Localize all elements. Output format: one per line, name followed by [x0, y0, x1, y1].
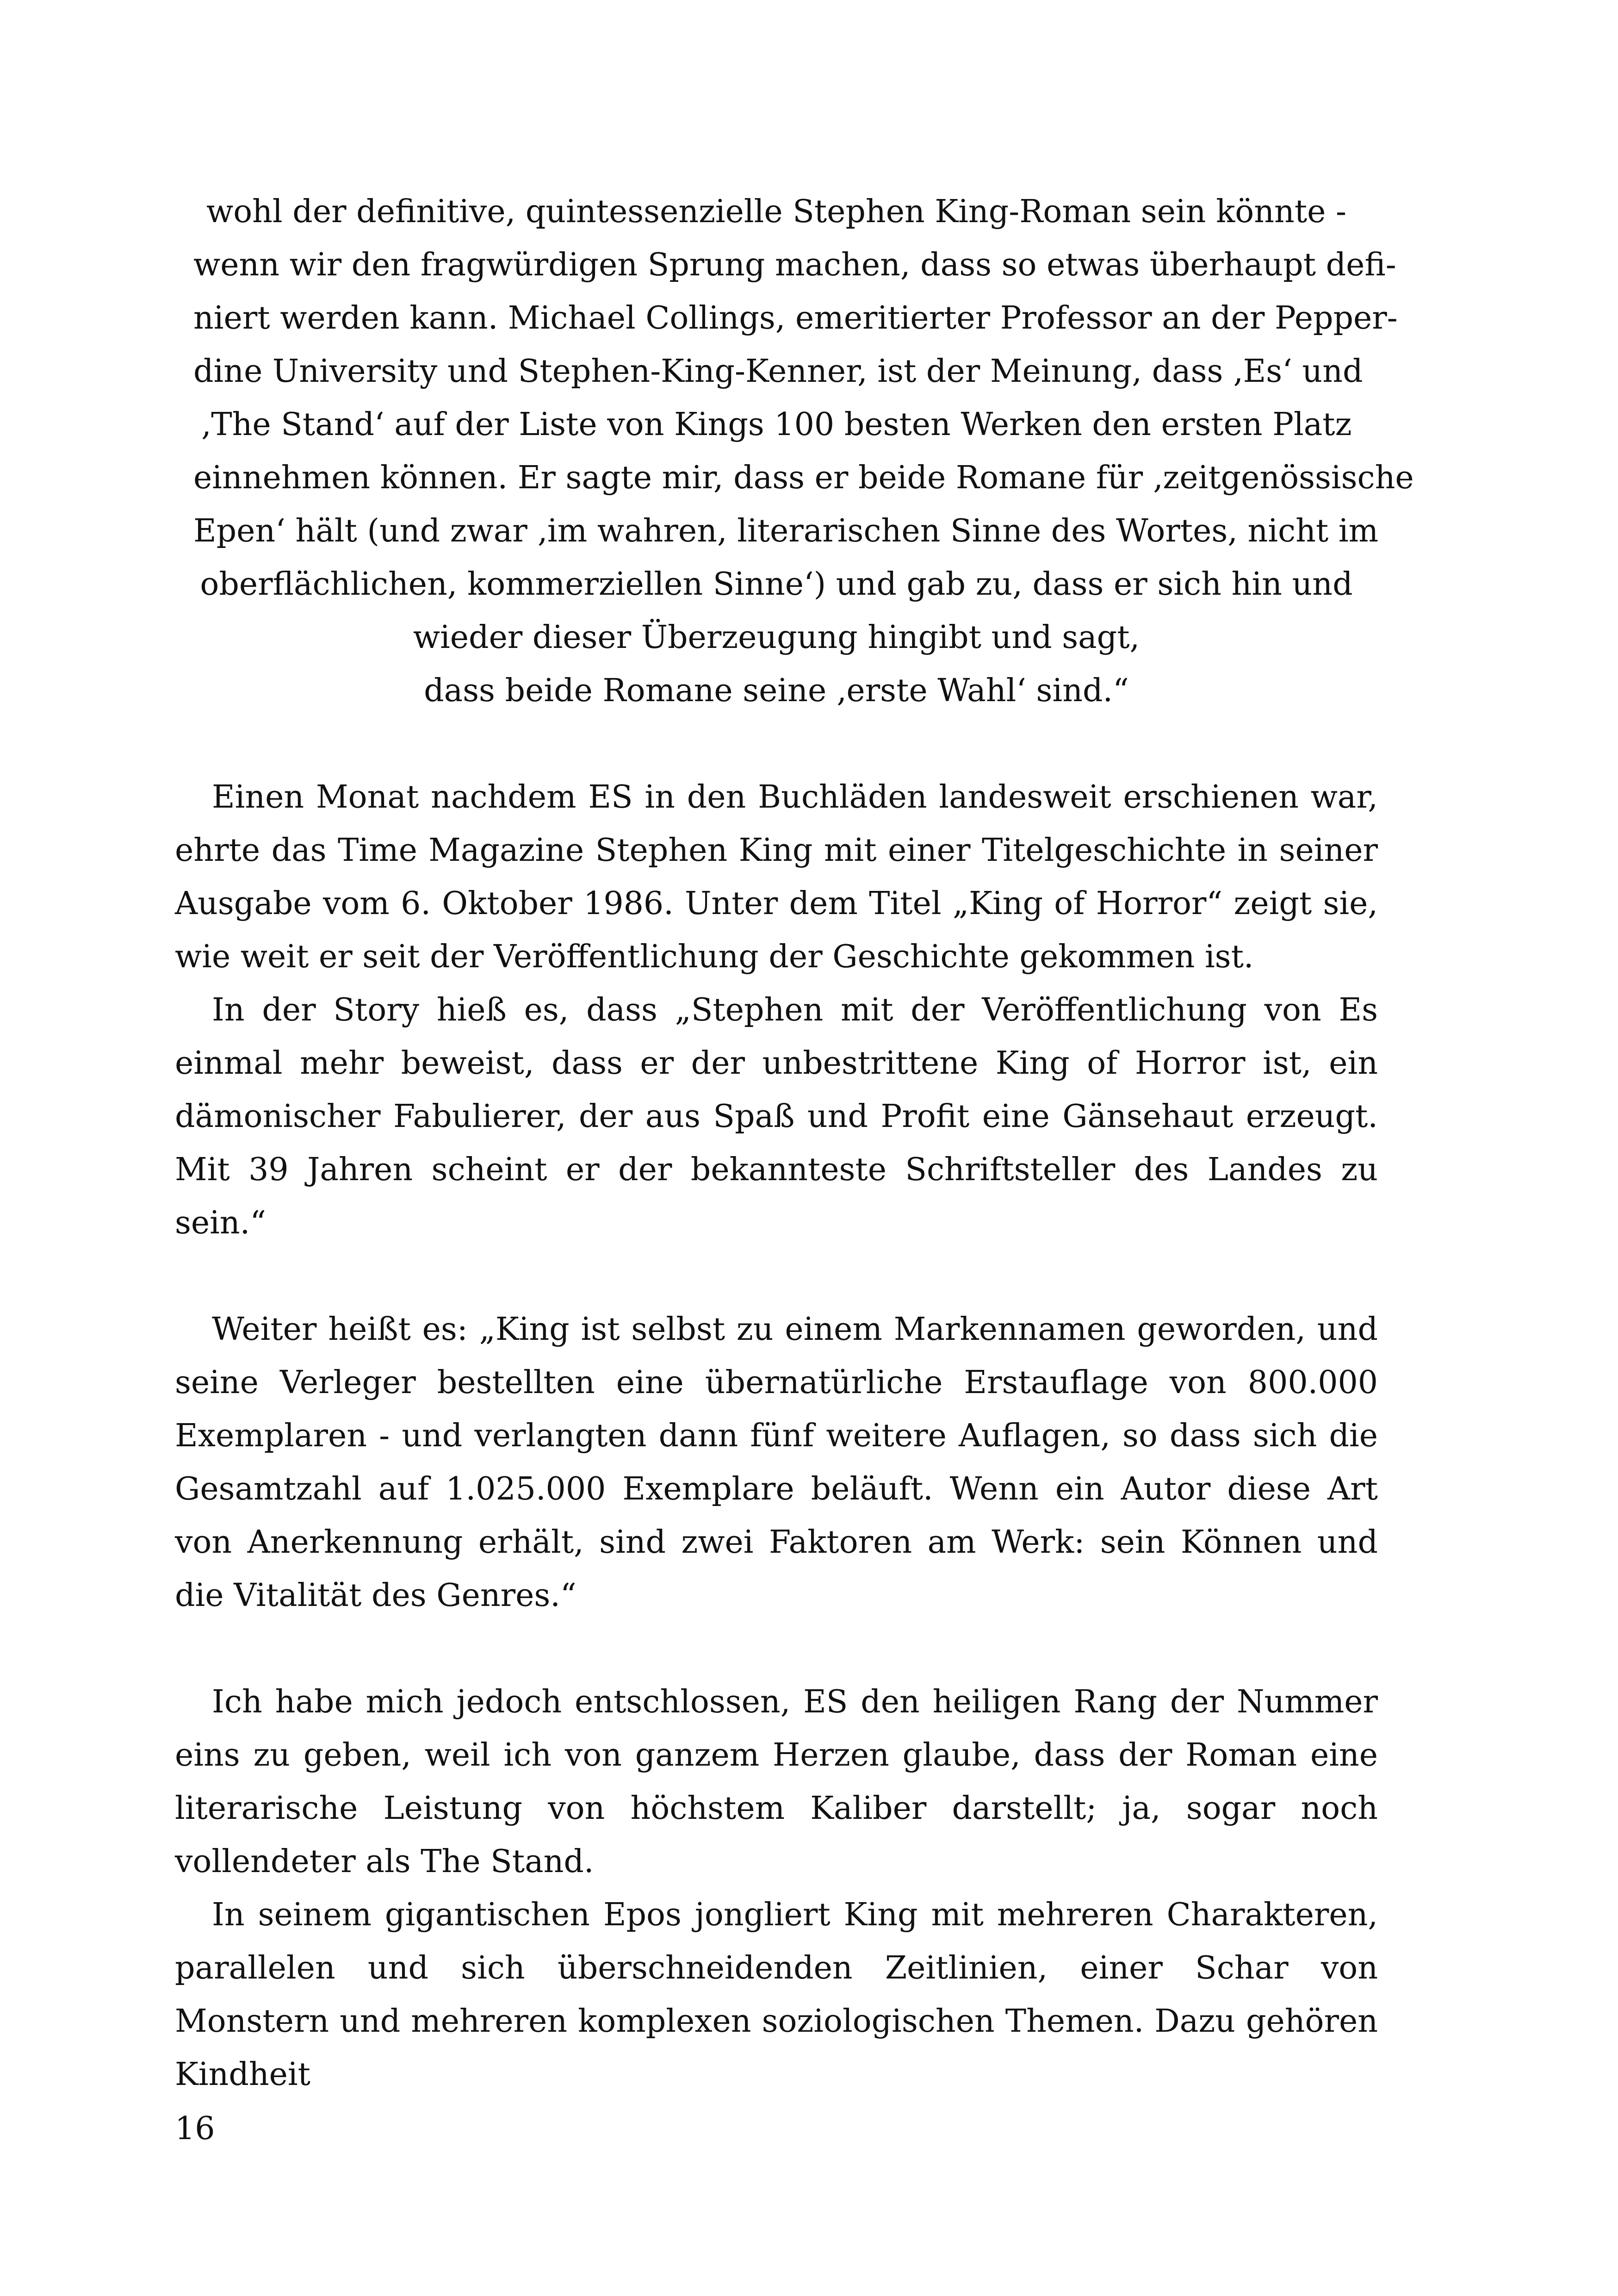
page-body — [175, 185, 1414, 2129]
paragraph-time-magazine: Einen Monat nachdem ES in den Buchläden landesweit erschienen war, ehrte das Time Magazine Stephen King mit einer Titelgeschichte in seiner Ausgabe vom 6. Oktober 1986. Unter dem Titel „King of Horror“ zeigt sie, wie weit er seit der Veröffentlichung der Geschichte gekommen ist. — [175, 779, 1378, 975]
paragraph-gap — [175, 1250, 1378, 1303]
quote-line: wohl der definitive, quintessenzielle Stephen King-Roman sein könnte - — [206, 193, 1346, 230]
quote-line: oberflächlichen, kommerziellen Sinne‘) und gab zu, dass er sich hin und — [200, 566, 1353, 603]
paragraph-story-quote: In der Story hieß es, dass „Stephen mit der Veröffentlichung von Es einmal mehr beweist, dass er der unbestrittene King of Horror ist, ein dämonischer Fabulierer, der aus Spaß und Profit eine Gänsehaut erzeugt. Mit 39 Jahren scheint er der bekannteste Schriftsteller des Landes zu sein.“ — [175, 992, 1378, 1241]
paragraph-epos: In seinem gigantischen Epos jongliert King mit mehreren Charakteren, parallelen und sich überschneidenden Zeitlinien, einer Schar von Monstern und mehreren komplexen soziologischen Themen. Dazu gehören Kindheit — [175, 1897, 1378, 2093]
quote-line: wieder dieser Überzeugung hingibt und sagt, — [413, 619, 1140, 656]
quote-line: dine University und Stephen-King-Kenner, ist der Meinung, dass ‚Es‘ und — [193, 353, 1363, 390]
page-number: 16 — [175, 2110, 215, 2147]
quote-line: ‚The Stand‘ auf der Liste von Kings 100 besten Werken den ersten Platz — [201, 406, 1352, 443]
paragraph-gap — [175, 717, 1378, 771]
quote-line: einnehmen können. Er sagte mir, dass er beide Romane für ‚zeitgenössische — [193, 460, 1414, 496]
quote-line: wenn wir den fragwürdigen Sprung machen, dass so etwas überhaupt defi- — [193, 247, 1396, 283]
paragraph-brand-name: Weiter heißt es: „King ist selbst zu einem Markennamen geworden, und seine Verleger bestellten eine übernatürliche Erstauflage von 800.000 Exemplaren - und verlangten dann fünf weitere Auflagen, so dass sich die Gesamtzahl auf 1.025.000 Exemplare beläuft. Wenn ein Autor diese Art von Anerkennung erhält, sind zwei Faktoren am Werk: sein Können und die Vitalität des Genres.“ — [175, 1311, 1378, 1614]
paragraph-gap — [175, 1622, 1378, 1675]
quote-line: Epen‘ hält (und zwar ‚im wahren, literarischen Sinne des Wortes, nicht im — [193, 513, 1379, 549]
quote-line: niert werden kann. Michael Collings, emeritierter Professor an der Pepper- — [193, 300, 1398, 336]
paragraph-rank-one: Ich habe mich jedoch entschlossen, ES den heiligen Rang der Nummer eins zu geben, weil ich von ganzem Herzen glaube, dass der Roman eine literarische Leistung von höchstem Kaliber darstellt; ja, sogar noch vollendeter als The Stand. — [175, 1684, 1378, 1880]
block-quote — [175, 185, 1414, 717]
quote-line: dass beide Romane seine ‚erste Wahl‘ sind.“ — [424, 672, 1129, 709]
